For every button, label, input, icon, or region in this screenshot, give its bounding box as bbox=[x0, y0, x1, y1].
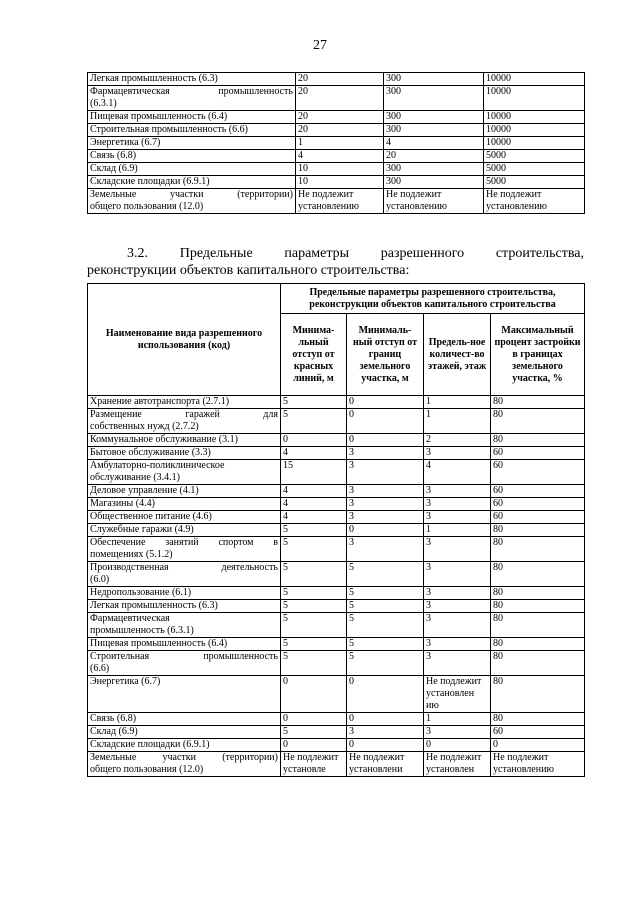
table-row bbox=[88, 86, 585, 111]
value-cell: 3 bbox=[424, 485, 491, 498]
value-cell: 80 bbox=[491, 613, 585, 638]
value-cell: 1 bbox=[296, 137, 384, 150]
value-cell: 5000 bbox=[484, 176, 585, 189]
value-cell: 80 bbox=[491, 587, 585, 600]
value-cell: 4 bbox=[384, 137, 484, 150]
value-cell: 10000 bbox=[484, 124, 585, 137]
row-name-line: Склад (6.9) bbox=[90, 726, 138, 737]
value-cell: 0 bbox=[347, 676, 424, 713]
value-cell: 2 bbox=[424, 434, 491, 447]
table-row bbox=[88, 189, 585, 214]
table-row bbox=[88, 409, 585, 434]
value-cell: 60 bbox=[491, 726, 585, 739]
header-col-coverage: Максимальный процент застройки в границах земельного участка, % bbox=[491, 314, 585, 396]
table-row bbox=[88, 176, 585, 189]
value-cell: 60 bbox=[491, 498, 585, 511]
value-cell: 4 bbox=[281, 498, 347, 511]
construction-parameters-table bbox=[87, 283, 585, 777]
table-row bbox=[88, 396, 585, 409]
row-name-line: Магазины (4.4) bbox=[90, 498, 155, 509]
value-cell: 5 bbox=[281, 537, 347, 562]
row-name bbox=[88, 485, 281, 498]
value-cell: 300 bbox=[384, 176, 484, 189]
value-cell: 10 bbox=[296, 163, 384, 176]
value-cell: 3 bbox=[424, 613, 491, 638]
value-cell: 4 bbox=[281, 447, 347, 460]
table-row bbox=[88, 511, 585, 524]
row-name-line: общего пользования (12.0) bbox=[90, 201, 204, 212]
value-cell: Не подлежит установлению bbox=[384, 189, 484, 214]
value-cell: 300 bbox=[384, 73, 484, 86]
value-cell: 80 bbox=[491, 676, 585, 713]
value-cell: 20 bbox=[296, 73, 384, 86]
row-name bbox=[88, 150, 296, 163]
row-name-line: Легкая промышленность (6.3) bbox=[90, 600, 218, 611]
value-cell: 5 bbox=[281, 409, 347, 434]
header-parameters-group: Предельные параметры разрешенного строительства, реконструкции объектов капитального строительства bbox=[281, 284, 585, 314]
value-cell: 5 bbox=[347, 587, 424, 600]
row-name bbox=[88, 124, 296, 137]
value-cell: 5 bbox=[281, 651, 347, 676]
table-row bbox=[88, 651, 585, 676]
table-row bbox=[88, 460, 585, 485]
value-cell: 3 bbox=[347, 485, 424, 498]
value-cell: Не подлежит установлению bbox=[491, 752, 585, 777]
value-cell: 1 bbox=[424, 713, 491, 726]
value-cell: 80 bbox=[491, 600, 585, 613]
table-row bbox=[88, 524, 585, 537]
value-cell: 60 bbox=[491, 485, 585, 498]
row-name bbox=[88, 396, 281, 409]
row-name-line: общего пользования (12.0) bbox=[90, 764, 204, 775]
row-name bbox=[88, 447, 281, 460]
value-cell: 3 bbox=[347, 726, 424, 739]
row-name-line: Хранение автотранспорта (2.7.1) bbox=[90, 396, 230, 407]
row-name-line: (6.3.1) bbox=[90, 98, 117, 109]
table-row bbox=[88, 485, 585, 498]
value-cell: 3 bbox=[424, 651, 491, 676]
row-name-line: Размещение гаражей для bbox=[90, 409, 278, 420]
row-name bbox=[88, 752, 281, 777]
value-cell: 0 bbox=[347, 434, 424, 447]
value-cell: 5 bbox=[281, 562, 347, 587]
table-row bbox=[88, 638, 585, 651]
value-cell: 4 bbox=[281, 485, 347, 498]
value-cell: 80 bbox=[491, 396, 585, 409]
section-heading bbox=[87, 245, 584, 279]
row-name-line: Легкая промышленность (6.3) bbox=[90, 73, 218, 84]
value-cell: 0 bbox=[347, 396, 424, 409]
row-name bbox=[88, 137, 296, 150]
row-name-line: промышленность (6.3.1) bbox=[90, 625, 194, 636]
row-name-line: Складские площадки (6.9.1) bbox=[90, 176, 210, 187]
value-cell: 1 bbox=[424, 409, 491, 434]
value-cell: 10000 bbox=[484, 137, 585, 150]
value-cell: 3 bbox=[347, 511, 424, 524]
row-name-line: Энергетика (6.7) bbox=[90, 137, 161, 148]
table-row bbox=[88, 739, 585, 752]
row-name-line: Строительная промышленность (6.6) bbox=[90, 124, 248, 135]
section-heading-line-1: 3.2. Предельные параметры разрешенного строительства, bbox=[127, 246, 584, 261]
table-row bbox=[88, 587, 585, 600]
row-name bbox=[88, 86, 296, 111]
row-name-line: Служебные гаражи (4.9) bbox=[90, 524, 194, 535]
value-cell: 10000 bbox=[484, 111, 585, 124]
value-cell: 4 bbox=[281, 511, 347, 524]
value-cell: 0 bbox=[347, 739, 424, 752]
row-name bbox=[88, 111, 296, 124]
value-cell: 5 bbox=[281, 600, 347, 613]
value-cell: 4 bbox=[424, 460, 491, 485]
value-cell: 300 bbox=[384, 86, 484, 111]
row-name bbox=[88, 739, 281, 752]
row-name bbox=[88, 676, 281, 713]
value-cell: 60 bbox=[491, 447, 585, 460]
value-cell: Не подлежит установлен bbox=[424, 752, 491, 777]
row-name-line: Складские площадки (6.9.1) bbox=[90, 739, 210, 750]
value-cell: 80 bbox=[491, 537, 585, 562]
value-cell: 10 bbox=[296, 176, 384, 189]
value-cell: Не подлежит установлени bbox=[347, 752, 424, 777]
table-row bbox=[88, 124, 585, 137]
table-row bbox=[88, 562, 585, 587]
value-cell: 10000 bbox=[484, 86, 585, 111]
value-cell: 80 bbox=[491, 409, 585, 434]
row-name-line: (6.0) bbox=[90, 574, 110, 585]
value-cell: 3 bbox=[347, 460, 424, 485]
value-cell: 20 bbox=[296, 124, 384, 137]
value-cell: 300 bbox=[384, 163, 484, 176]
row-name bbox=[88, 726, 281, 739]
value-cell: 5 bbox=[347, 651, 424, 676]
value-cell: 0 bbox=[491, 739, 585, 752]
value-cell: 5 bbox=[281, 638, 347, 651]
row-name-line: Энергетика (6.7) bbox=[90, 676, 161, 687]
value-cell: 80 bbox=[491, 524, 585, 537]
value-cell: 5 bbox=[281, 524, 347, 537]
row-name-line: собственных нужд (2.7.2) bbox=[90, 421, 199, 432]
value-cell: 5 bbox=[347, 638, 424, 651]
table-row bbox=[88, 726, 585, 739]
header-use-type: Наименование вида разрешенного использования (код) bbox=[88, 284, 281, 396]
value-cell: 3 bbox=[424, 638, 491, 651]
value-cell: 5 bbox=[347, 600, 424, 613]
row-name bbox=[88, 189, 296, 214]
value-cell: 0 bbox=[281, 739, 347, 752]
value-cell: 5 bbox=[281, 587, 347, 600]
value-cell: 1 bbox=[424, 524, 491, 537]
value-cell: 3 bbox=[424, 726, 491, 739]
value-cell: 3 bbox=[424, 498, 491, 511]
header-col-floors: Предель-ное количест-во этажей, этаж bbox=[424, 314, 491, 396]
row-name bbox=[88, 176, 296, 189]
page-number: 27 bbox=[313, 38, 327, 53]
row-name bbox=[88, 600, 281, 613]
value-cell: 3 bbox=[347, 447, 424, 460]
value-cell: 4 bbox=[296, 150, 384, 163]
table-row bbox=[88, 752, 585, 777]
row-name-line: Пищевая промышленность (6.4) bbox=[90, 111, 228, 122]
value-cell: 3 bbox=[424, 447, 491, 460]
value-cell: 80 bbox=[491, 562, 585, 587]
row-name-line: Фармацевтическая bbox=[90, 613, 170, 624]
value-cell: 3 bbox=[424, 587, 491, 600]
row-name bbox=[88, 498, 281, 511]
row-name-line: Связь (6.8) bbox=[90, 713, 137, 724]
row-name-line: Склад (6.9) bbox=[90, 163, 138, 174]
row-name-line: Связь (6.8) bbox=[90, 150, 137, 161]
table-row bbox=[88, 676, 585, 713]
row-name-line: Строительная промышленность bbox=[90, 651, 278, 662]
value-cell: 3 bbox=[424, 511, 491, 524]
value-cell: 5 bbox=[281, 613, 347, 638]
table-row bbox=[88, 447, 585, 460]
value-cell: 10000 bbox=[484, 73, 585, 86]
row-name-line: Недропользование (6.1) bbox=[90, 587, 192, 598]
table-row bbox=[88, 537, 585, 562]
value-cell: Не подлежит установлен ию bbox=[424, 676, 491, 713]
value-cell: Не подлежит установлению bbox=[484, 189, 585, 214]
row-name bbox=[88, 73, 296, 86]
row-name-line: Бытовое обслуживание (3.3) bbox=[90, 447, 211, 458]
value-cell: 0 bbox=[281, 676, 347, 713]
value-cell: 1 bbox=[424, 396, 491, 409]
row-name bbox=[88, 409, 281, 434]
value-cell: 5 bbox=[281, 396, 347, 409]
row-name bbox=[88, 587, 281, 600]
row-name-line: Фармацевтическая промышленность bbox=[90, 86, 293, 97]
row-name bbox=[88, 163, 296, 176]
row-name bbox=[88, 562, 281, 587]
row-name bbox=[88, 511, 281, 524]
value-cell: 3 bbox=[424, 562, 491, 587]
table-row bbox=[88, 713, 585, 726]
table-row bbox=[88, 111, 585, 124]
row-name-line: (6.6) bbox=[90, 663, 110, 674]
value-cell: 80 bbox=[491, 651, 585, 676]
header-col-red-lines: Минима-льный отступ от красных линий, м bbox=[281, 314, 347, 396]
value-cell: 5 bbox=[347, 562, 424, 587]
section-heading-line-2: реконструкции объектов капитального строительства: bbox=[87, 263, 410, 278]
row-name-line: помещениях (5.1.2) bbox=[90, 549, 173, 560]
table-row bbox=[88, 613, 585, 638]
row-name bbox=[88, 638, 281, 651]
row-name bbox=[88, 713, 281, 726]
value-cell: 0 bbox=[281, 713, 347, 726]
value-cell: 60 bbox=[491, 460, 585, 485]
row-name-line: Амбулаторно-поликлиническое bbox=[90, 460, 225, 471]
value-cell: 0 bbox=[424, 739, 491, 752]
value-cell: 3 bbox=[347, 537, 424, 562]
value-cell: 15 bbox=[281, 460, 347, 485]
row-name bbox=[88, 460, 281, 485]
value-cell: Не подлежит установле bbox=[281, 752, 347, 777]
row-name-line: Деловое управление (4.1) bbox=[90, 485, 199, 496]
requirements-table-1 bbox=[87, 72, 585, 214]
table-row bbox=[88, 498, 585, 511]
row-name-line: Пищевая промышленность (6.4) bbox=[90, 638, 228, 649]
row-name-line: Производственная деятельность bbox=[90, 562, 278, 573]
value-cell: 300 bbox=[384, 124, 484, 137]
row-name-line: Земельные участки (территории) bbox=[90, 752, 278, 763]
value-cell: 20 bbox=[296, 86, 384, 111]
value-cell: 5000 bbox=[484, 163, 585, 176]
row-name-line: Общественное питание (4.6) bbox=[90, 511, 212, 522]
row-name bbox=[88, 651, 281, 676]
value-cell: 0 bbox=[281, 434, 347, 447]
value-cell: 5 bbox=[281, 726, 347, 739]
value-cell: Не подлежит установлению bbox=[296, 189, 384, 214]
table-row bbox=[88, 73, 585, 86]
header-col-boundary: Минималь-ный отступ от границ земельного участка, м bbox=[347, 314, 424, 396]
row-name-line: Коммунальное обслуживание (3.1) bbox=[90, 434, 238, 445]
row-name bbox=[88, 613, 281, 638]
row-name-line: Земельные участки (территории) bbox=[90, 189, 293, 200]
value-cell: 300 bbox=[384, 111, 484, 124]
value-cell: 80 bbox=[491, 713, 585, 726]
value-cell: 20 bbox=[296, 111, 384, 124]
value-cell: 20 bbox=[384, 150, 484, 163]
value-cell: 3 bbox=[347, 498, 424, 511]
value-cell: 0 bbox=[347, 713, 424, 726]
table-row bbox=[88, 137, 585, 150]
row-name bbox=[88, 524, 281, 537]
table-row bbox=[88, 150, 585, 163]
value-cell: 0 bbox=[347, 409, 424, 434]
value-cell: 5 bbox=[347, 613, 424, 638]
row-name-line: обслуживание (3.4.1) bbox=[90, 472, 180, 483]
row-name bbox=[88, 537, 281, 562]
value-cell: 0 bbox=[347, 524, 424, 537]
row-name bbox=[88, 434, 281, 447]
value-cell: 60 bbox=[491, 511, 585, 524]
value-cell: 3 bbox=[424, 537, 491, 562]
table-row bbox=[88, 163, 585, 176]
row-name-line: Обеспечение занятий спортом в bbox=[90, 537, 278, 548]
table-row bbox=[88, 600, 585, 613]
table-row bbox=[88, 434, 585, 447]
value-cell: 80 bbox=[491, 434, 585, 447]
value-cell: 5000 bbox=[484, 150, 585, 163]
value-cell: 3 bbox=[424, 600, 491, 613]
value-cell: 80 bbox=[491, 638, 585, 651]
